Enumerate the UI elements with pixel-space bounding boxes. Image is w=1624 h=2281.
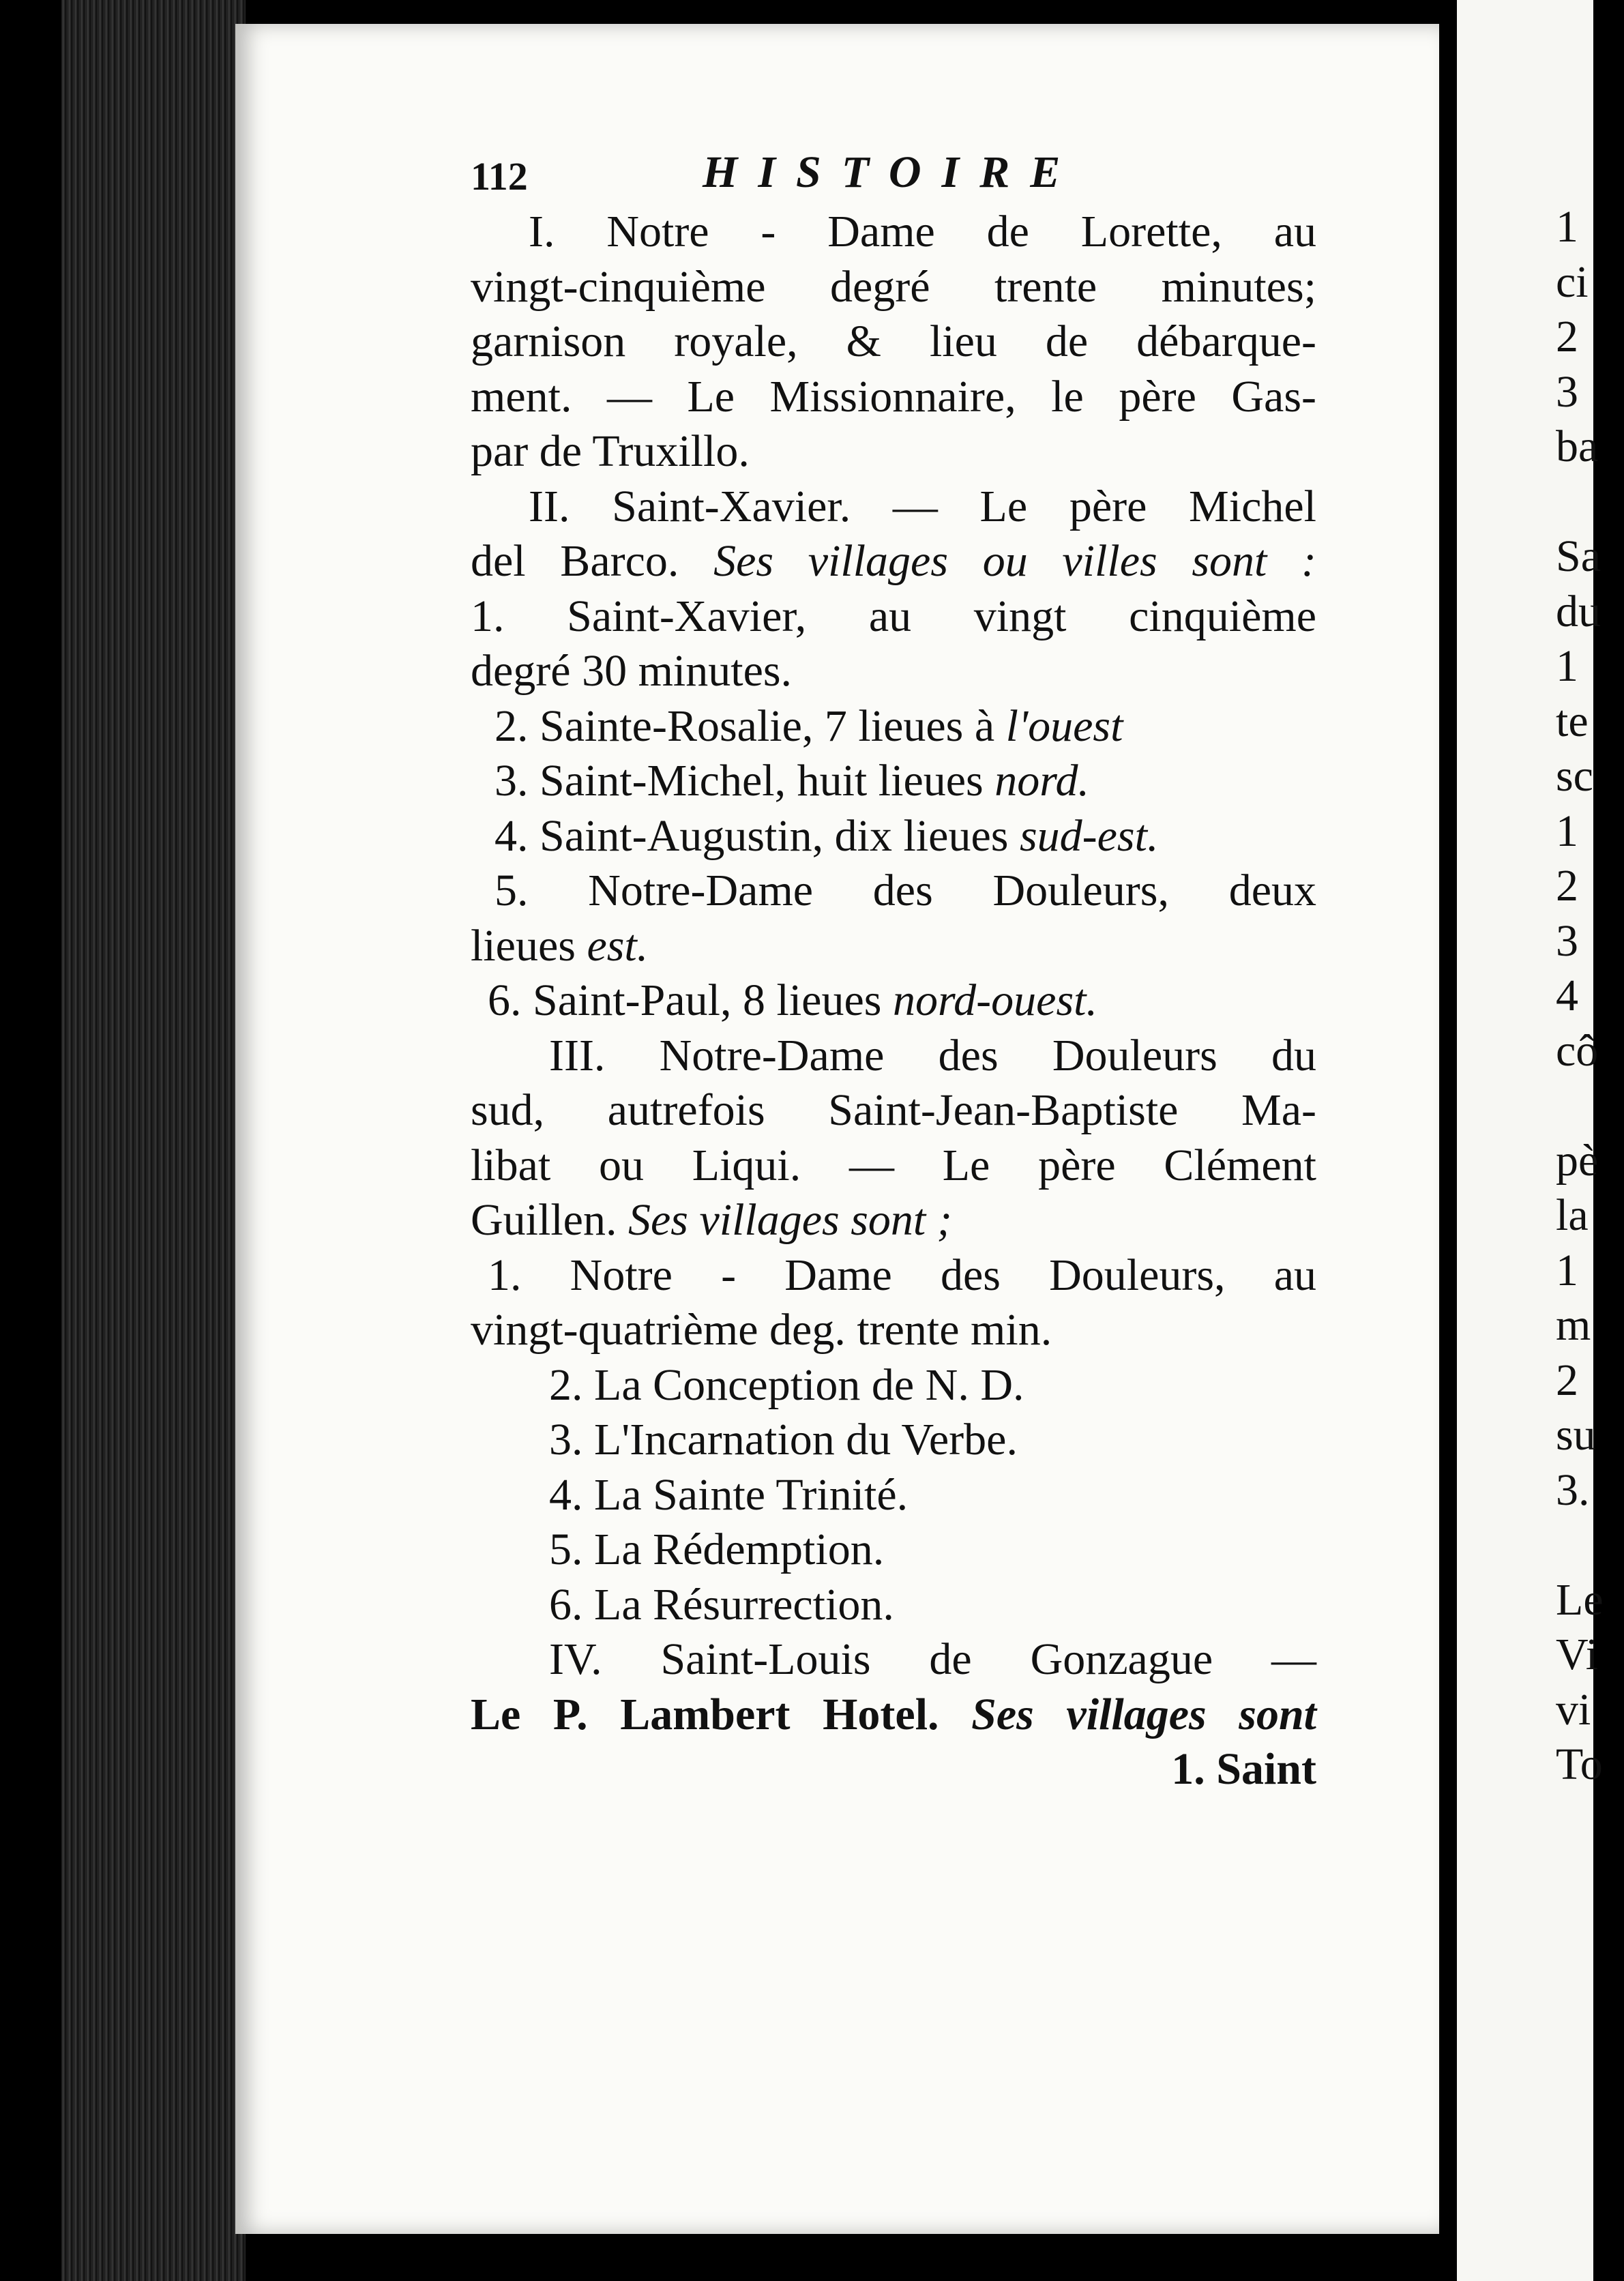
text-line xyxy=(471,699,1316,754)
text-line-roman: 5. Notre-Dame des Douleurs, deux xyxy=(494,866,1316,915)
text-line-roman: libat ou Liqui. — Le père Clément xyxy=(471,1140,1316,1190)
text-line xyxy=(471,1578,1316,1633)
text-line-roman: 6. Saint-Paul, 8 lieues xyxy=(488,975,882,1025)
text-line xyxy=(471,973,1316,1029)
text-line-roman: par de Truxillo. xyxy=(471,426,750,476)
text-line xyxy=(471,1468,1316,1523)
next-page-fragment: ba xyxy=(1556,422,1599,471)
next-page-fragment: pè xyxy=(1556,1135,1599,1186)
text-line-roman: garnison royale, & lieu de débarque- xyxy=(471,317,1316,366)
next-page-fragment: Sa xyxy=(1556,531,1601,581)
text-line xyxy=(471,314,1316,370)
text-line-italic: est. xyxy=(587,920,649,971)
text-line xyxy=(471,1193,1316,1248)
text-line xyxy=(471,1303,1316,1358)
next-page-fragment: du xyxy=(1556,586,1601,636)
catchword: 1. Saint xyxy=(1171,1744,1316,1794)
text-line-italic: sud-est. xyxy=(1019,810,1159,861)
text-line-italic: nord-ouest. xyxy=(892,975,1097,1025)
text-line xyxy=(471,1522,1316,1578)
text-line-roman: IV. Saint-Louis de Gonzague — xyxy=(549,1634,1316,1684)
text-line-roman: 2. Sainte-Rosalie, 7 lieues à xyxy=(494,701,995,751)
text-line-roman: 4. Saint-Augustin, dix lieues xyxy=(494,810,1009,861)
next-page-fragment: vi xyxy=(1556,1684,1591,1735)
text-line-roman: 3. L'Incarnation du Verbe. xyxy=(549,1415,1018,1465)
text-line-italic: Ses villages sont xyxy=(971,1689,1317,1739)
text-line xyxy=(471,1632,1316,1688)
text-line-roman: lieues xyxy=(471,920,576,971)
running-head-title: HISTOIRE xyxy=(703,147,1081,197)
text-line-roman: ment. — Le Missionnaire, le père Gas- xyxy=(471,371,1316,422)
next-page-fragment: 3 xyxy=(1556,915,1578,966)
text-line xyxy=(471,864,1316,919)
next-page-fragment: 1 xyxy=(1556,202,1578,252)
text-line-roman: 3. Saint-Michel, huit lieues xyxy=(494,756,984,806)
text-line xyxy=(471,754,1316,809)
text-line-roman: degré 30 minutes. xyxy=(471,646,793,696)
text-line-roman: I. Notre - Dame de Lorette, au xyxy=(529,207,1316,256)
next-page-fragment: 2 xyxy=(1556,1355,1578,1405)
text-line xyxy=(471,480,1316,535)
next-page-fragment: sc xyxy=(1556,751,1593,801)
text-line-roman: 1. Notre - Dame des Douleurs, au xyxy=(488,1250,1316,1300)
next-page-fragment: 3 xyxy=(1556,366,1578,417)
text-line xyxy=(471,424,1316,480)
text-line xyxy=(471,809,1316,864)
gutter xyxy=(1439,0,1457,2281)
text-line xyxy=(471,1029,1316,1084)
text-line xyxy=(471,1413,1316,1468)
text-line-roman: II. Saint-Xavier. — Le père Michel xyxy=(529,481,1316,531)
text-line xyxy=(471,589,1316,645)
text-line-italic: Ses villages sont ; xyxy=(628,1195,952,1245)
running-head xyxy=(703,147,1080,198)
text-line xyxy=(471,1358,1316,1413)
next-page-fragment: 4 xyxy=(1556,971,1578,1020)
text-line xyxy=(471,534,1316,589)
next-page-fragment: To xyxy=(1556,1739,1603,1789)
next-page-fragment: cô xyxy=(1556,1025,1599,1076)
text-line-roman: del Barco. xyxy=(471,536,679,586)
next-page-fragment: la xyxy=(1556,1190,1589,1240)
text-line-roman: vingt-quatrième deg. trente min. xyxy=(471,1305,1052,1355)
text-line xyxy=(471,1688,1316,1743)
text-line-roman: 1. Saint-Xavier, au vingt cinquième xyxy=(471,591,1316,641)
text-line-roman: 5. La Rédemption. xyxy=(549,1525,885,1574)
text-line-roman: Le P. Lambert Hotel. xyxy=(471,1689,939,1739)
text-line xyxy=(471,1138,1316,1194)
text-line xyxy=(471,370,1316,425)
book-edge xyxy=(61,0,246,2281)
next-page-fragment: te xyxy=(1556,696,1589,746)
next-page-fragment: 2 xyxy=(1556,861,1578,911)
text-line xyxy=(471,1248,1316,1304)
text-block xyxy=(471,205,1316,1797)
next-page-fragment: 1 xyxy=(1556,806,1578,856)
next-page-fragment: 3. xyxy=(1556,1465,1590,1515)
text-line-roman: sud, autrefois Saint-Jean-Baptiste Ma- xyxy=(471,1085,1316,1135)
text-line-roman: Guillen. xyxy=(471,1195,617,1245)
next-page-fragment: Le xyxy=(1556,1574,1604,1625)
text-line xyxy=(471,205,1316,260)
text-line-roman: III. Notre-Dame des Douleurs du xyxy=(549,1030,1316,1080)
next-page-fragment: su xyxy=(1556,1410,1596,1460)
next-page-fragment: m xyxy=(1556,1300,1591,1350)
text-line-italic: l'ouest xyxy=(1005,701,1123,751)
text-line-roman: 2. La Conception de N. D. xyxy=(549,1359,1024,1410)
text-line xyxy=(471,1083,1316,1138)
next-page-edge xyxy=(1457,0,1604,2281)
next-page-fragment: 1 xyxy=(1556,1245,1578,1295)
text-line-italic: Ses villages ou villes sont : xyxy=(713,536,1317,586)
next-page-fragment: 2 xyxy=(1556,312,1578,362)
next-page-fragment: Vi xyxy=(1556,1630,1599,1679)
text-line xyxy=(471,260,1316,315)
text-line xyxy=(471,644,1316,699)
text-line-roman: 6. La Résurrection. xyxy=(549,1579,894,1630)
page-number: 112 xyxy=(471,154,528,198)
text-line-roman: 4. La Sainte Trinité. xyxy=(549,1469,909,1520)
text-line-roman: vingt-cinquième degré trente minutes; xyxy=(471,261,1316,312)
text-line-italic: nord. xyxy=(994,756,1089,806)
next-page-fragment: ci xyxy=(1556,256,1589,307)
next-page-fragment: 1 xyxy=(1556,641,1578,691)
text-line xyxy=(471,919,1316,974)
